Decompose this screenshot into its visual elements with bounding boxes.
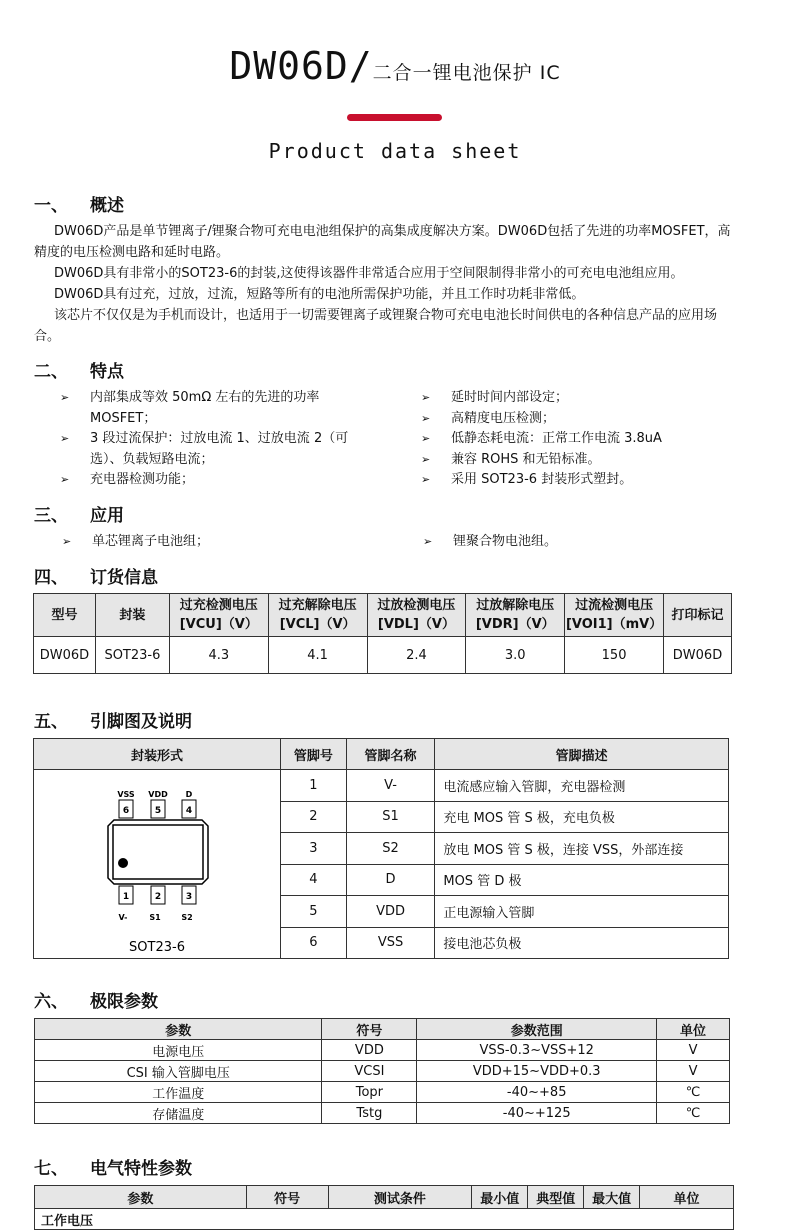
limit-table: [34, 1018, 730, 1124]
section-order-heading: 四、 订货信息: [34, 568, 158, 588]
table-row: VSS VDD D 6 5 4 1 2 3 V- S1 S2 SOT23-6 1 V- 电流感应输入管脚，充电器检测: [34, 770, 729, 802]
svg-text:VDD: VDD: [148, 790, 168, 799]
svg-text:6: 6: [122, 806, 130, 816]
applications-left: [62, 532, 362, 553]
electrical-table: [34, 1185, 734, 1230]
list-item: ➢ 锂聚合物电池组。: [423, 534, 558, 549]
svg-text:4: 4: [185, 806, 193, 816]
svg-text:S1: S1: [149, 913, 161, 922]
svg-text:SOT23-6: SOT23-6: [129, 940, 185, 955]
pin1-marker-dot: [118, 858, 128, 868]
list-item: ➢ 单芯锂离子电池组；: [62, 534, 210, 549]
list-item: ➢ 兼容 ROHS 和无铅标准。: [421, 451, 601, 467]
list-item: ➢ 3 段过流保护：过放电流 1、过放电流 2（可选）、负载短路电流；: [60, 431, 349, 467]
table-header-row: 参数 符号 参数范围 单位: [35, 1019, 730, 1040]
svg-text:V-: V-: [118, 913, 128, 922]
table-row: 6 VSS 接电池芯负极: [34, 927, 729, 959]
table-row: 4 D MOS 管 D 极: [34, 864, 729, 896]
sot23-6-diagram: [34, 770, 280, 958]
package-diagram-cell: [34, 770, 281, 959]
table-row: 2 S1 充电 MOS 管 S 极，充电负极: [34, 801, 729, 833]
overview-text: DW06D产品是单节锂离子/锂聚合物可充电电池组保护的高集成度解决方案。DW06D包括了先进的功率MOSFET，高精度的电压检测电路和延时电路。 DW06D具有非常小的SOT23-6的封装,这使得该器件非常适合应用于空间限制得非常小的可充电电池组应用。 DW06D具有过充，过放，过流，短路等所有的电池所需保护功能，并且工作时功耗非常低。 该芯片不仅仅是为手机而设计，也适用于一切需要锂离子或锂聚合物可充电电池长时间供电的各种信息产品的应用场合。: [34, 224, 731, 344]
order-table: [33, 593, 732, 674]
section-pins-heading: 五、 引脚图及说明: [34, 712, 192, 732]
section-features-heading: 二、 特点: [34, 362, 124, 382]
title-main: DW06D/: [229, 44, 373, 88]
section-applications-heading: 三、 应用: [34, 506, 124, 526]
list-item: ➢ 高精度电压检测；: [421, 410, 556, 426]
table-row: 电源电压 VDD VSS-0.3~VSS+12 V: [35, 1040, 730, 1061]
list-item: ➢ 低静态耗电流：正常工作电流 3.8uA: [421, 431, 662, 446]
applications-right: [423, 532, 723, 553]
svg-text:2: 2: [154, 892, 162, 902]
table-header-row: 封装形式 管脚号 管脚名称 管脚描述: [34, 739, 729, 770]
title-sub: 二合一锂电池保护 IC: [372, 62, 561, 84]
svg-text:S2: S2: [181, 913, 193, 922]
svg-text:5: 5: [154, 806, 162, 816]
section-electrical-heading: 七、 电气特性参数: [34, 1159, 192, 1179]
section-limits-heading: 六、 极限参数: [34, 992, 158, 1012]
list-item: ➢ 延时时间内部设定；: [421, 390, 569, 405]
section-overview-heading: 一、 概述: [34, 196, 124, 216]
page-title: [0, 44, 790, 88]
table-header-row: 参数 符号 测试条件 最小值 典型值 最大值 单位: [35, 1186, 734, 1209]
table-row: 存储温度 Tstg -40~+125 ℃: [35, 1103, 730, 1124]
pin-table: [33, 738, 729, 959]
list-item: ➢ 内部集成等效 50mΩ 左右的先进的功率MOSFET；: [60, 390, 320, 426]
title-underline: [347, 114, 442, 121]
svg-text:D: D: [185, 790, 193, 799]
table-header-row: 型号 封装 过充检测电压 [VCU]（V） 过充解除电压 [VCL]（V） 过放检测电压 [VDL]（V） 过放解除电压 [VDR]（V） 过流检测电压 [VOI1]（mV） 打印标记: [34, 594, 732, 637]
subtitle: Product data sheet: [268, 139, 522, 163]
table-row: 3 S2 放电 MOS 管 S 极，连接 VSS，外部连接: [34, 833, 729, 865]
list-item: ➢ 采用 SOT23-6 封装形式塑封。: [421, 472, 633, 487]
svg-text:3: 3: [185, 892, 193, 902]
table-row: 工作温度 Topr -40~+85 ℃: [35, 1082, 730, 1103]
features-left-list: [60, 388, 370, 491]
table-row: DW06D SOT23-6 4.3 4.1 2.4 3.0 150 DW06D: [34, 637, 732, 674]
features-right-list: [421, 388, 751, 491]
table-row: 工作电压: [35, 1209, 734, 1230]
svg-text:VSS: VSS: [117, 790, 135, 799]
list-item: ➢ 充电器检测功能；: [60, 472, 195, 487]
table-row: 5 VDD 正电源输入管脚: [34, 896, 729, 928]
table-row: CSI 输入管脚电压 VCSI VDD+15~VDD+0.3 V: [35, 1061, 730, 1082]
svg-text:1: 1: [122, 892, 130, 902]
